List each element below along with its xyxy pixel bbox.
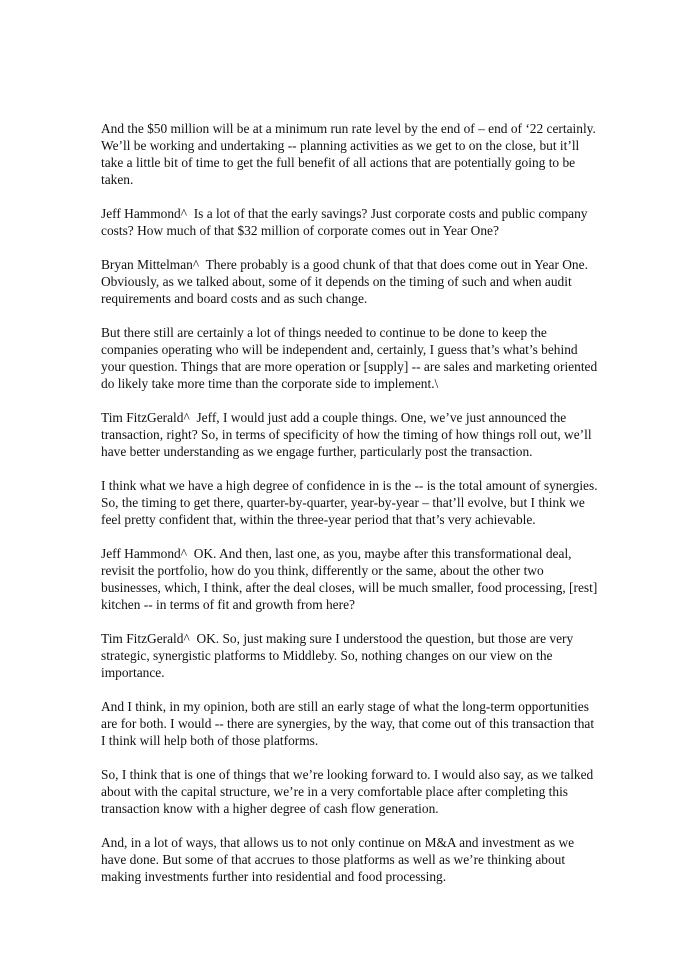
paragraph [101, 630, 601, 681]
paragraph [101, 409, 601, 460]
paragraph-text: I think what we have a high degree of confidence in is the -- is the total amount of synergies. So, the timing to get there, quarter-by-quarter, year-by-year – that’ll evolve, but I think we feel pretty confident that, within the three-year period that that’s very achievable. [101, 478, 598, 527]
paragraph [101, 766, 601, 817]
paragraph-text: There probably is a good chunk of that that does come out in Year One. Obviously, as we talked about, some of it depends on the timing of such and when audit requirements and board costs and as such change. [101, 257, 588, 306]
paragraph [101, 477, 601, 528]
paragraph-text: OK. So, just making sure I understood the question, but those are very strategic, synergistic platforms to Middleby. So, nothing changes on our view on the importance. [101, 631, 574, 680]
paragraph [101, 256, 601, 307]
paragraph [101, 545, 601, 613]
speaker-name: Tim FitzGerald^ [101, 631, 190, 646]
paragraph-text: But there still are certainly a lot of things needed to continue to be done to keep the companies operating who will be independent and, certainly, I guess that’s what’s behind your question. Things that are more operation or [supply] -- are sales and marketing oriented do likely take more time than the corporate side to implement.\ [101, 325, 598, 391]
speaker-name: Bryan Mittelman^ [101, 257, 200, 272]
paragraph-text: Jeff, I would just add a couple things. One, we’ve just announced the transaction, right? So, in terms of specificity of how the timing of how things roll out, we’ll have better understanding as we engage further, particularly post the transaction. [101, 410, 592, 459]
speaker-name: Jeff Hammond^ [101, 206, 187, 221]
paragraph-text: And I think, in my opinion, both are still an early stage of what the long-term opportunities are for both. I would -- there are synergies, by the way, that come out of this transaction that I think will help both of those platforms. [101, 699, 595, 748]
paragraph-text: And the $50 million will be at a minimum run rate level by the end of – end of ‘22 certainly. We’ll be working and undertaking -- planning activities as we get to on the close, but it’ll take a little bit of time to get the full benefit of all actions that are potentially going to be taken. [101, 121, 596, 187]
transcript-page [101, 120, 601, 902]
paragraph-text: So, I think that is one of things that we’re looking forward to. I would also say, as we talked about with the capital structure, we’re in a very comfortable place after completing this transaction know with a higher degree of cash flow generation. [101, 767, 594, 816]
paragraph [101, 205, 601, 239]
paragraph-text: Is a lot of that the early savings? Just corporate costs and public company costs? How much of that $32 million of corporate comes out in Year One? [101, 206, 588, 238]
paragraph [101, 834, 601, 885]
paragraph [101, 120, 601, 188]
paragraph [101, 698, 601, 749]
speaker-name: Jeff Hammond^ [101, 546, 187, 561]
paragraph-text: OK. And then, last one, as you, maybe after this transformational deal, revisit the portfolio, how do you think, differently or the same, about the other two businesses, which, I think, after the deal closes, will be much smaller, food processing, [rest] kitchen -- in terms of fit and growth from here? [101, 546, 598, 612]
paragraph [101, 324, 601, 392]
paragraph-text: And, in a lot of ways, that allows us to not only continue on M&A and investment as we have done. But some of that accrues to those platforms as well as we’re thinking about making investments further into residential and food processing. [101, 835, 575, 884]
speaker-name: Tim FitzGerald^ [101, 410, 190, 425]
